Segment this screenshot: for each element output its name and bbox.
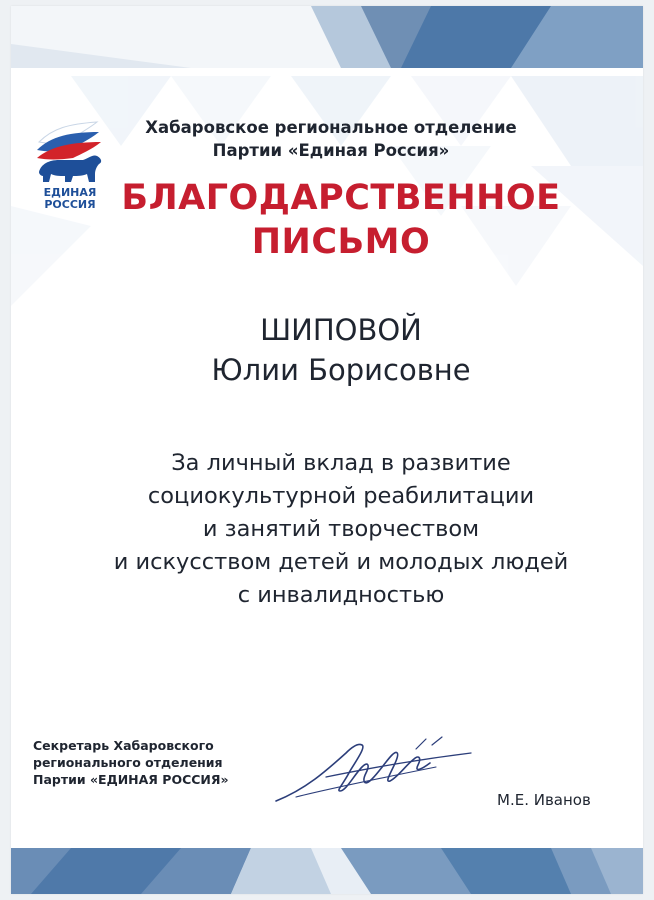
certificate-page	[11, 6, 643, 894]
position-line3: Партии «ЕДИНАЯ РОССИЯ»	[33, 772, 229, 787]
logo-text-line2: РОССИЯ	[44, 198, 96, 210]
position-line1: Секретарь Хабаровского	[33, 738, 214, 753]
title-line2: ПИСЬМО	[251, 222, 431, 262]
organization-line1: Хабаровское региональное отделение	[145, 118, 517, 137]
top-band	[11, 6, 643, 68]
handwritten-signature	[266, 731, 481, 811]
award-reason	[31, 447, 643, 612]
document-title	[71, 176, 611, 264]
recipient-surname: ШИПОВОЙ	[260, 313, 422, 347]
logo-text-line1: ЕДИНАЯ	[43, 186, 97, 199]
signer-name: М.Е. Иванов	[497, 791, 591, 809]
reason-line4: и искусством детей и молодых людей	[113, 549, 569, 575]
organization-header	[121, 116, 541, 162]
bottom-band	[11, 848, 643, 894]
organization-line2: Партии «Единая Россия»	[212, 141, 450, 160]
signatory-position	[33, 737, 273, 788]
reason-line5: с инвалидностью	[237, 582, 445, 608]
recipient-name	[71, 310, 611, 390]
reason-line1: За личный вклад в развитие	[171, 450, 511, 476]
reason-line2: социокультурной реабилитации	[147, 483, 535, 509]
reason-line3: и занятий творчеством	[202, 516, 480, 542]
position-line2: регионального отделения	[33, 755, 223, 770]
recipient-given-names: Юлии Борисовне	[211, 353, 471, 387]
title-line1: БЛАГОДАРСТВЕННОЕ	[121, 178, 561, 218]
